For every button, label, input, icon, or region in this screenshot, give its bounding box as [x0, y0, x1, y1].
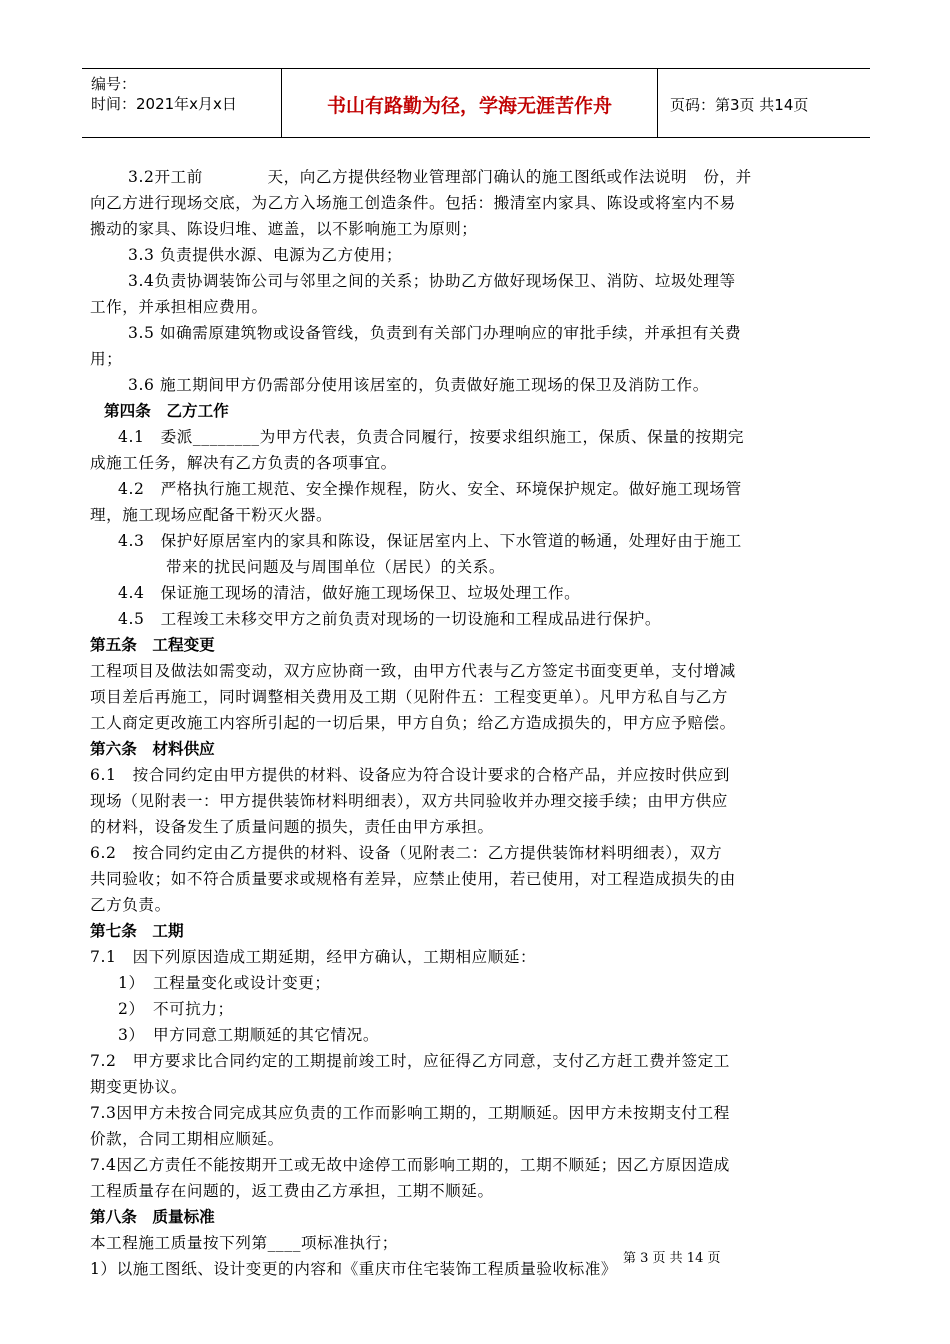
- paragraph-line: 项目差后再施工，同时调整相关费用及工期（见附件五：工程变更单）。凡甲方私自与乙方: [90, 688, 728, 706]
- paragraph-line: 4.4 保证施工现场的清洁，做好施工现场保卫、垃圾处理工作。: [118, 584, 581, 602]
- paragraph-line: 3.6 施工期间甲方仍需部分使用该居室的，负责做好施工现场的保卫及消防工作。: [128, 376, 709, 394]
- paragraph-line: 工人商定更改施工内容所引起的一切后果，甲方自负；给乙方造成损失的，甲方应予赔偿。: [90, 714, 736, 732]
- section-heading: 第六条 材料供应: [90, 740, 215, 758]
- paragraph-line: 3.2开工前 天，向乙方提供经物业管理部门确认的施工图纸或作法说明 份，并: [128, 168, 752, 186]
- list-item: 2） 不可抗力；: [118, 1000, 234, 1018]
- paragraph-line: 本工程施工质量按下列第____项标准执行；: [90, 1234, 398, 1252]
- paragraph-line: 6.2 按合同约定由乙方提供的材料、设备（见附表二：乙方提供装饰材料明细表），双方: [90, 844, 723, 862]
- doc-time-label: 时间：2021年x月x日: [91, 95, 237, 113]
- paragraph-line: 理，施工现场应配备干粉灭火器。: [90, 506, 333, 524]
- list-item: 1） 工程量变化或设计变更；: [118, 974, 331, 992]
- paragraph-line: 现场（见附表一：甲方提供装饰材料明细表），双方共同验收并办理交接手续；由甲方供应: [90, 792, 728, 810]
- section-heading: 第五条 工程变更: [90, 636, 215, 654]
- paragraph-line: 3.5 如确需原建筑物或设备管线，负责到有关部门办理响应的审批手续，并承担有关费: [128, 324, 742, 342]
- paragraph-line: 7.1 因下列原因造成工期延期，经甲方确认，工期相应顺延：: [90, 948, 537, 966]
- header-page-cell: [658, 69, 870, 137]
- section-heading: 第八条 质量标准: [90, 1208, 215, 1226]
- paragraph-line: 7.3因甲方未按合同完成其应负责的工作而影响工期的，工期顺延。因甲方未按期支付工程: [90, 1104, 730, 1122]
- paragraph-line: 共同验收；如不符合质量要求或规格有差异，应禁止使用，若已使用，对工程造成损失的由: [90, 870, 736, 888]
- paragraph-line: 4.5 工程竣工未移交甲方之前负责对现场的一切设施和工程成品进行保护。: [118, 610, 662, 628]
- paragraph-line: 工程质量存在问题的，返工费由乙方承担，工期不顺延。: [90, 1182, 494, 1200]
- paragraph-line: 带来的扰民问题及与周围单位（居民）的关系。: [166, 558, 506, 576]
- paragraph-line: 4.1 委派________为甲方代表，负责合同履行，按要求组织施工，保质、保量的按期完: [118, 428, 744, 446]
- paragraph-line: 乙方负责。: [90, 896, 171, 914]
- doc-number-label: 编号：: [91, 75, 137, 93]
- paragraph-line: 4.2 严格执行施工规范、安全操作规程，防火、安全、环境保护规定。做好施工现场管: [118, 480, 742, 498]
- page-code-label: 页码：第3页 共14页: [670, 96, 809, 114]
- motto-text: 书山有路勤为径，学海无涯苦作舟: [326, 95, 612, 117]
- page-footer: 第 3 页 共 14 页: [623, 1251, 721, 1266]
- paragraph-line: 期变更协议。: [90, 1078, 187, 1096]
- page-header: [82, 68, 870, 138]
- paragraph-line: 1）以施工图纸、设计变更的内容和《重庆市住宅装饰工程质量验收标准》: [90, 1260, 618, 1278]
- paragraph-line: 用；: [90, 350, 123, 368]
- list-item: 3） 甲方同意工期顺延的其它情况。: [118, 1026, 379, 1044]
- paragraph-line: 6.1 按合同约定由甲方提供的材料、设备应为符合设计要求的合格产品，并应按时供应到: [90, 766, 730, 784]
- header-motto-cell: [282, 69, 658, 137]
- section-heading: 第七条 工期: [90, 922, 184, 940]
- paragraph-line: 3.4负责协调装饰公司与邻里之间的关系；协助乙方做好现场保卫、消防、垃圾处理等: [128, 272, 736, 290]
- paragraph-line: 4.3 保护好原居室内的家具和陈设，保证居室内上、下水管道的畅通，处理好由于施工: [118, 532, 742, 550]
- header-meta-cell: [82, 69, 282, 137]
- paragraph-line: 的材料，设备发生了质量问题的损失，责任由甲方承担。: [90, 818, 494, 836]
- paragraph-line: 向乙方进行现场交底，为乙方入场施工创造条件。包括：搬清室内家具、陈设或将室内不易: [90, 194, 736, 212]
- paragraph-line: 搬动的家具、陈设归堆、遮盖，以不影响施工为原则；: [90, 220, 478, 238]
- document-body: [90, 164, 860, 1282]
- paragraph-line: 3.3 负责提供水源、电源为乙方使用；: [128, 246, 403, 264]
- section-heading: 第四条 乙方工作: [104, 402, 229, 420]
- paragraph-line: 工作，并承担相应费用。: [90, 298, 268, 316]
- paragraph-line: 价款，合同工期相应顺延。: [90, 1130, 284, 1148]
- paragraph-line: 成施工任务，解决有乙方负责的各项事宜。: [90, 454, 397, 472]
- paragraph-line: 7.2 甲方要求比合同约定的工期提前竣工时，应征得乙方同意，支付乙方赶工费并签定工: [90, 1052, 730, 1070]
- paragraph-line: 工程项目及做法如需变动，双方应协商一致，由甲方代表与乙方签定书面变更单，支付增减: [90, 662, 736, 680]
- paragraph-line: 7.4因乙方责任不能按期开工或无故中途停工而影响工期的，工期不顺延；因乙方原因造成: [90, 1156, 730, 1174]
